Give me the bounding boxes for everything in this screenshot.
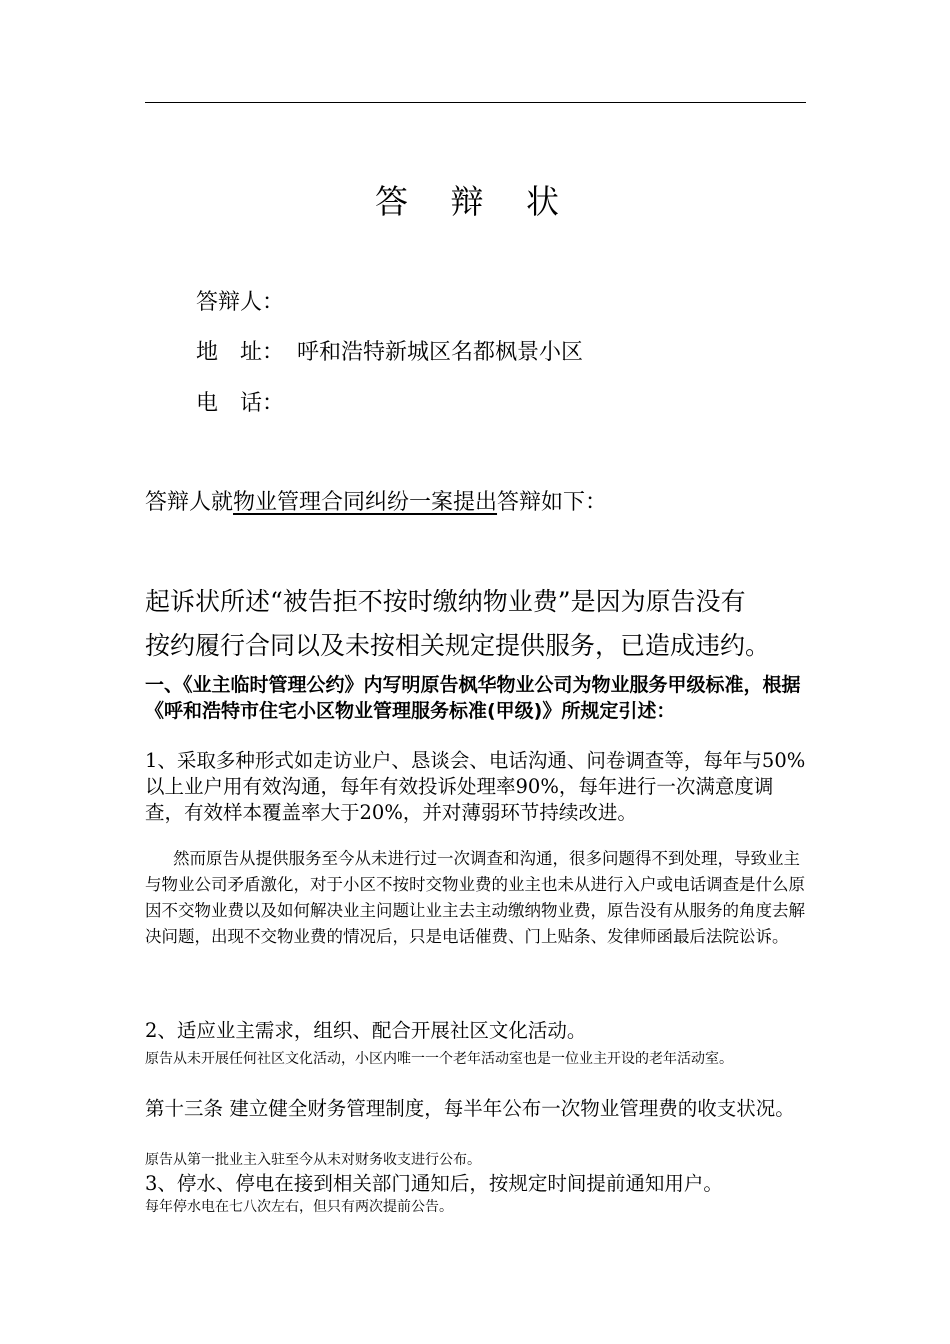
item-3: 3、停水、停电在接到相关部门通知后，按规定时间提前通知用户。 [145, 1172, 723, 1195]
top-rule [145, 102, 806, 103]
opening-line-1: 起诉状所述“被告拒不按时缴纳物业费”是因为原告没有 [145, 587, 746, 616]
intro-line [145, 485, 607, 516]
intro-prefix: 答辩人就 [145, 490, 234, 515]
document-title: 答 辩 状 [375, 182, 575, 221]
address-line [196, 335, 583, 366]
intro-underlined: 物业管理合同纠纷一案提出 [233, 490, 498, 515]
address-label: 地 址： [196, 340, 285, 365]
section-1-heading: 一、《业主临时管理公约》内写明原告枫华物业公司为物业服务甲级标准，根据《呼和浩特市住宅小区物业管理服务标准(甲级)》所规定引述： [145, 674, 801, 722]
intro-suffix: 答辩如下： [497, 490, 608, 515]
rebuttal-2: 原告从未开展任何社区文化活动，小区内唯一一个老年活动室也是一位业主开设的老年活动室。 [145, 1051, 733, 1067]
opening-line-2: 按约履行合同以及未按相关规定提供服务，已造成违约。 [145, 631, 771, 660]
rebuttal-1: 然而原告从提供服务至今从未进行过一次调查和沟通，很多问题得不到处理，导致业主与物业公司矛盾激化，对于小区不按时交物业费的业主也未从进行入户或电话调查是什么原因不交物业费以及如何解决业主问题让业主去主动缴纳物业费，原告没有从服务的角度去解决问题，出现不交物业费的情况后，只是电话催费、门上贴条、发律师函最后法院讼诉。 [145, 849, 805, 946]
item-13: 第十三条 建立健全财务管理制度，每半年公布一次物业管理费的收支状况。 [145, 1097, 795, 1120]
phone-label: 电 话： [196, 391, 285, 416]
rebuttal-13: 原告从第一批业主入驻至今从未对财务收支进行公布。 [145, 1152, 481, 1168]
respondent-label: 答辩人： [196, 290, 285, 315]
rebuttal-3: 每年停水电在七八次左右，但只有两次提前公告。 [145, 1199, 453, 1215]
item-2: 2、适应业主需求，组织、配合开展社区文化活动。 [145, 1019, 587, 1042]
item-1: 1、采取多种形式如走访业户、恳谈会、电话沟通、问卷调查等，每年与50%以上业户用有效沟通，每年有效投诉处理率90%，每年进行一次满意度调查，有效样本覆盖率大于20%，并对薄弱环节持续改进。 [145, 749, 806, 824]
address-value: 呼和浩特新城区名都枫景小区 [297, 340, 584, 365]
